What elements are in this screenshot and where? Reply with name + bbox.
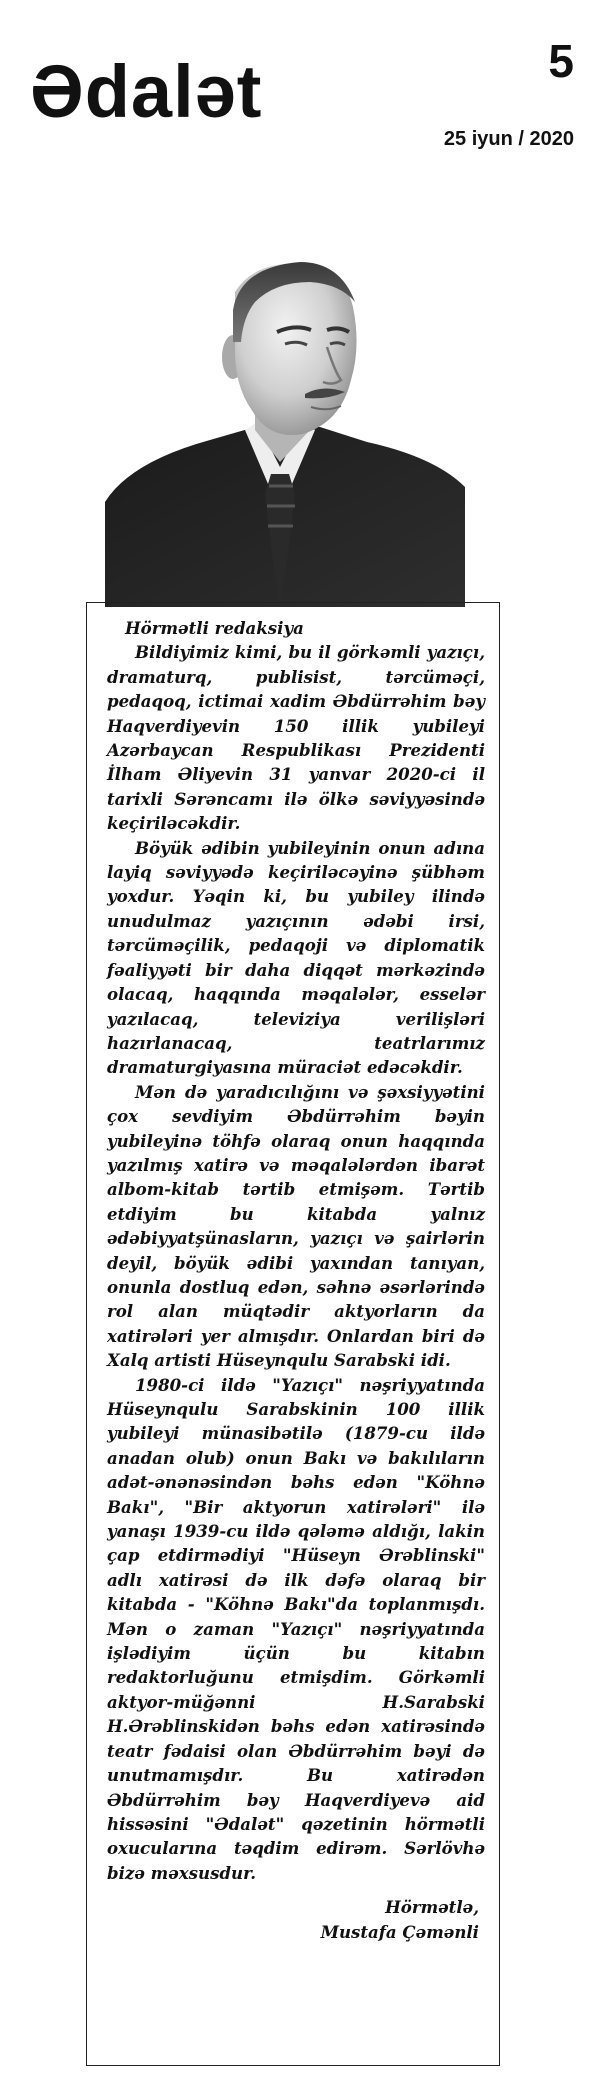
article-text-box [86, 602, 500, 2066]
author-portrait-photo [105, 262, 465, 607]
closing-line: Hörmətlə, [385, 1897, 479, 1918]
portrait-illustration [105, 262, 465, 607]
newspaper-masthead: Ədalət [30, 50, 263, 133]
article-paragraph-1: Bildiyimiz kimi, bu il görkəmli yazıçı, dramaturq, publisist, tərcüməçi, pedaqoq, ictimai xadim Əbdürrəhim bəy Haqverdiyevin 150 illik yubileyi Azərbaycan Respublikası Prezidenti İlham Əliyevin 31 yanvar 2020-ci il tarixli Sərəncamı ilə ölkə səviyyəsində keçiriləcəkdir. [107, 642, 485, 834]
author-name: Mustafa Çəmənli [320, 1922, 479, 1943]
page-number: 5 [548, 35, 574, 87]
article-greeting: Hörmətli redaksiya [125, 618, 304, 638]
issue-date: 25 iyun / 2020 [443, 128, 574, 150]
article-paragraph-2: Böyük ədibin yubileyinin onun adına layiq səviyyədə keçiriləcəyinə şübhəm yoxdur. Yəqin ki, bu yubiley ilində unudulmaz yazıçının ədəbi irsi, tərcüməçilik, pedaqoji və diplomatik fəaliyyəti bir daha diqqət mərkəzində olacaq, haqqında məqalələr, esselər yazılacaq, televiziya verilişləri hazırlanacaq, teatrlarımız dramaturgiyasına müraciət edəcəkdir. [107, 837, 485, 1078]
article-signoff [107, 1895, 479, 1945]
article-paragraph-3: Mən də yaradıcılığını və şəxsiyyətini çox sevdiyim Əbdürrəhim bəyin yubileyinə töhfə olaraq onun haqqında yazılmış xatirə və məqalələrdən ibarət albom-kitab tərtib etmişəm. Tərtib etdiyim bu kitabda yalnız ədəbiyyatşünasların, yazıçı və şairlərin deyil, böyük ədibi yaxından tanıyan, onunla dostluq edən, səhnə əsərlərində rol alan müqtədir aktyorların da xatirələri yer almışdır. Onlardan biri də Xalq artisti Hüseynqulu Sarabski idi. [107, 1081, 485, 1371]
article-paragraph-4: 1980-ci ildə "Yazıçı" nəşriyyatında Hüseynqulu Sarabskinin 100 illik yubileyi münasibətilə (1879-cu ildə anadan olub) onun Bakı və bakılıların adət-ənənəsindən bəhs edən "Köhnə Bakı", "Bir aktyorun xatirələri" ilə yanaşı 1939-cu ildə qələmə aldığı, lakin çap etdirmədiyi "Hüseyn Ərəblinski" adlı xatirəsi də ilk dəfə olaraq bir kitabda - "Köhnə Bakı"da toplanmışdı. Mən o zaman "Yazıçı" nəşriyyatında işlədiyim üçün bu kitabın redaktorluğunu etmişdim. Görkəmli aktyor-müğənni H.Sarabski H.Ərəblinskidən bəhs edən xatirəsində teatr fədaisi olan Əbdürrəhim bəyi də unutmamışdır. Bu xatirədən Əbdürrəhim bəy Haqverdiyevə aid hissəsini "Ədalət" qəzetinin hörmətli oxucularına təqdim edirəm. Sərlövhə bizə məxsusdur. [107, 1374, 485, 1883]
